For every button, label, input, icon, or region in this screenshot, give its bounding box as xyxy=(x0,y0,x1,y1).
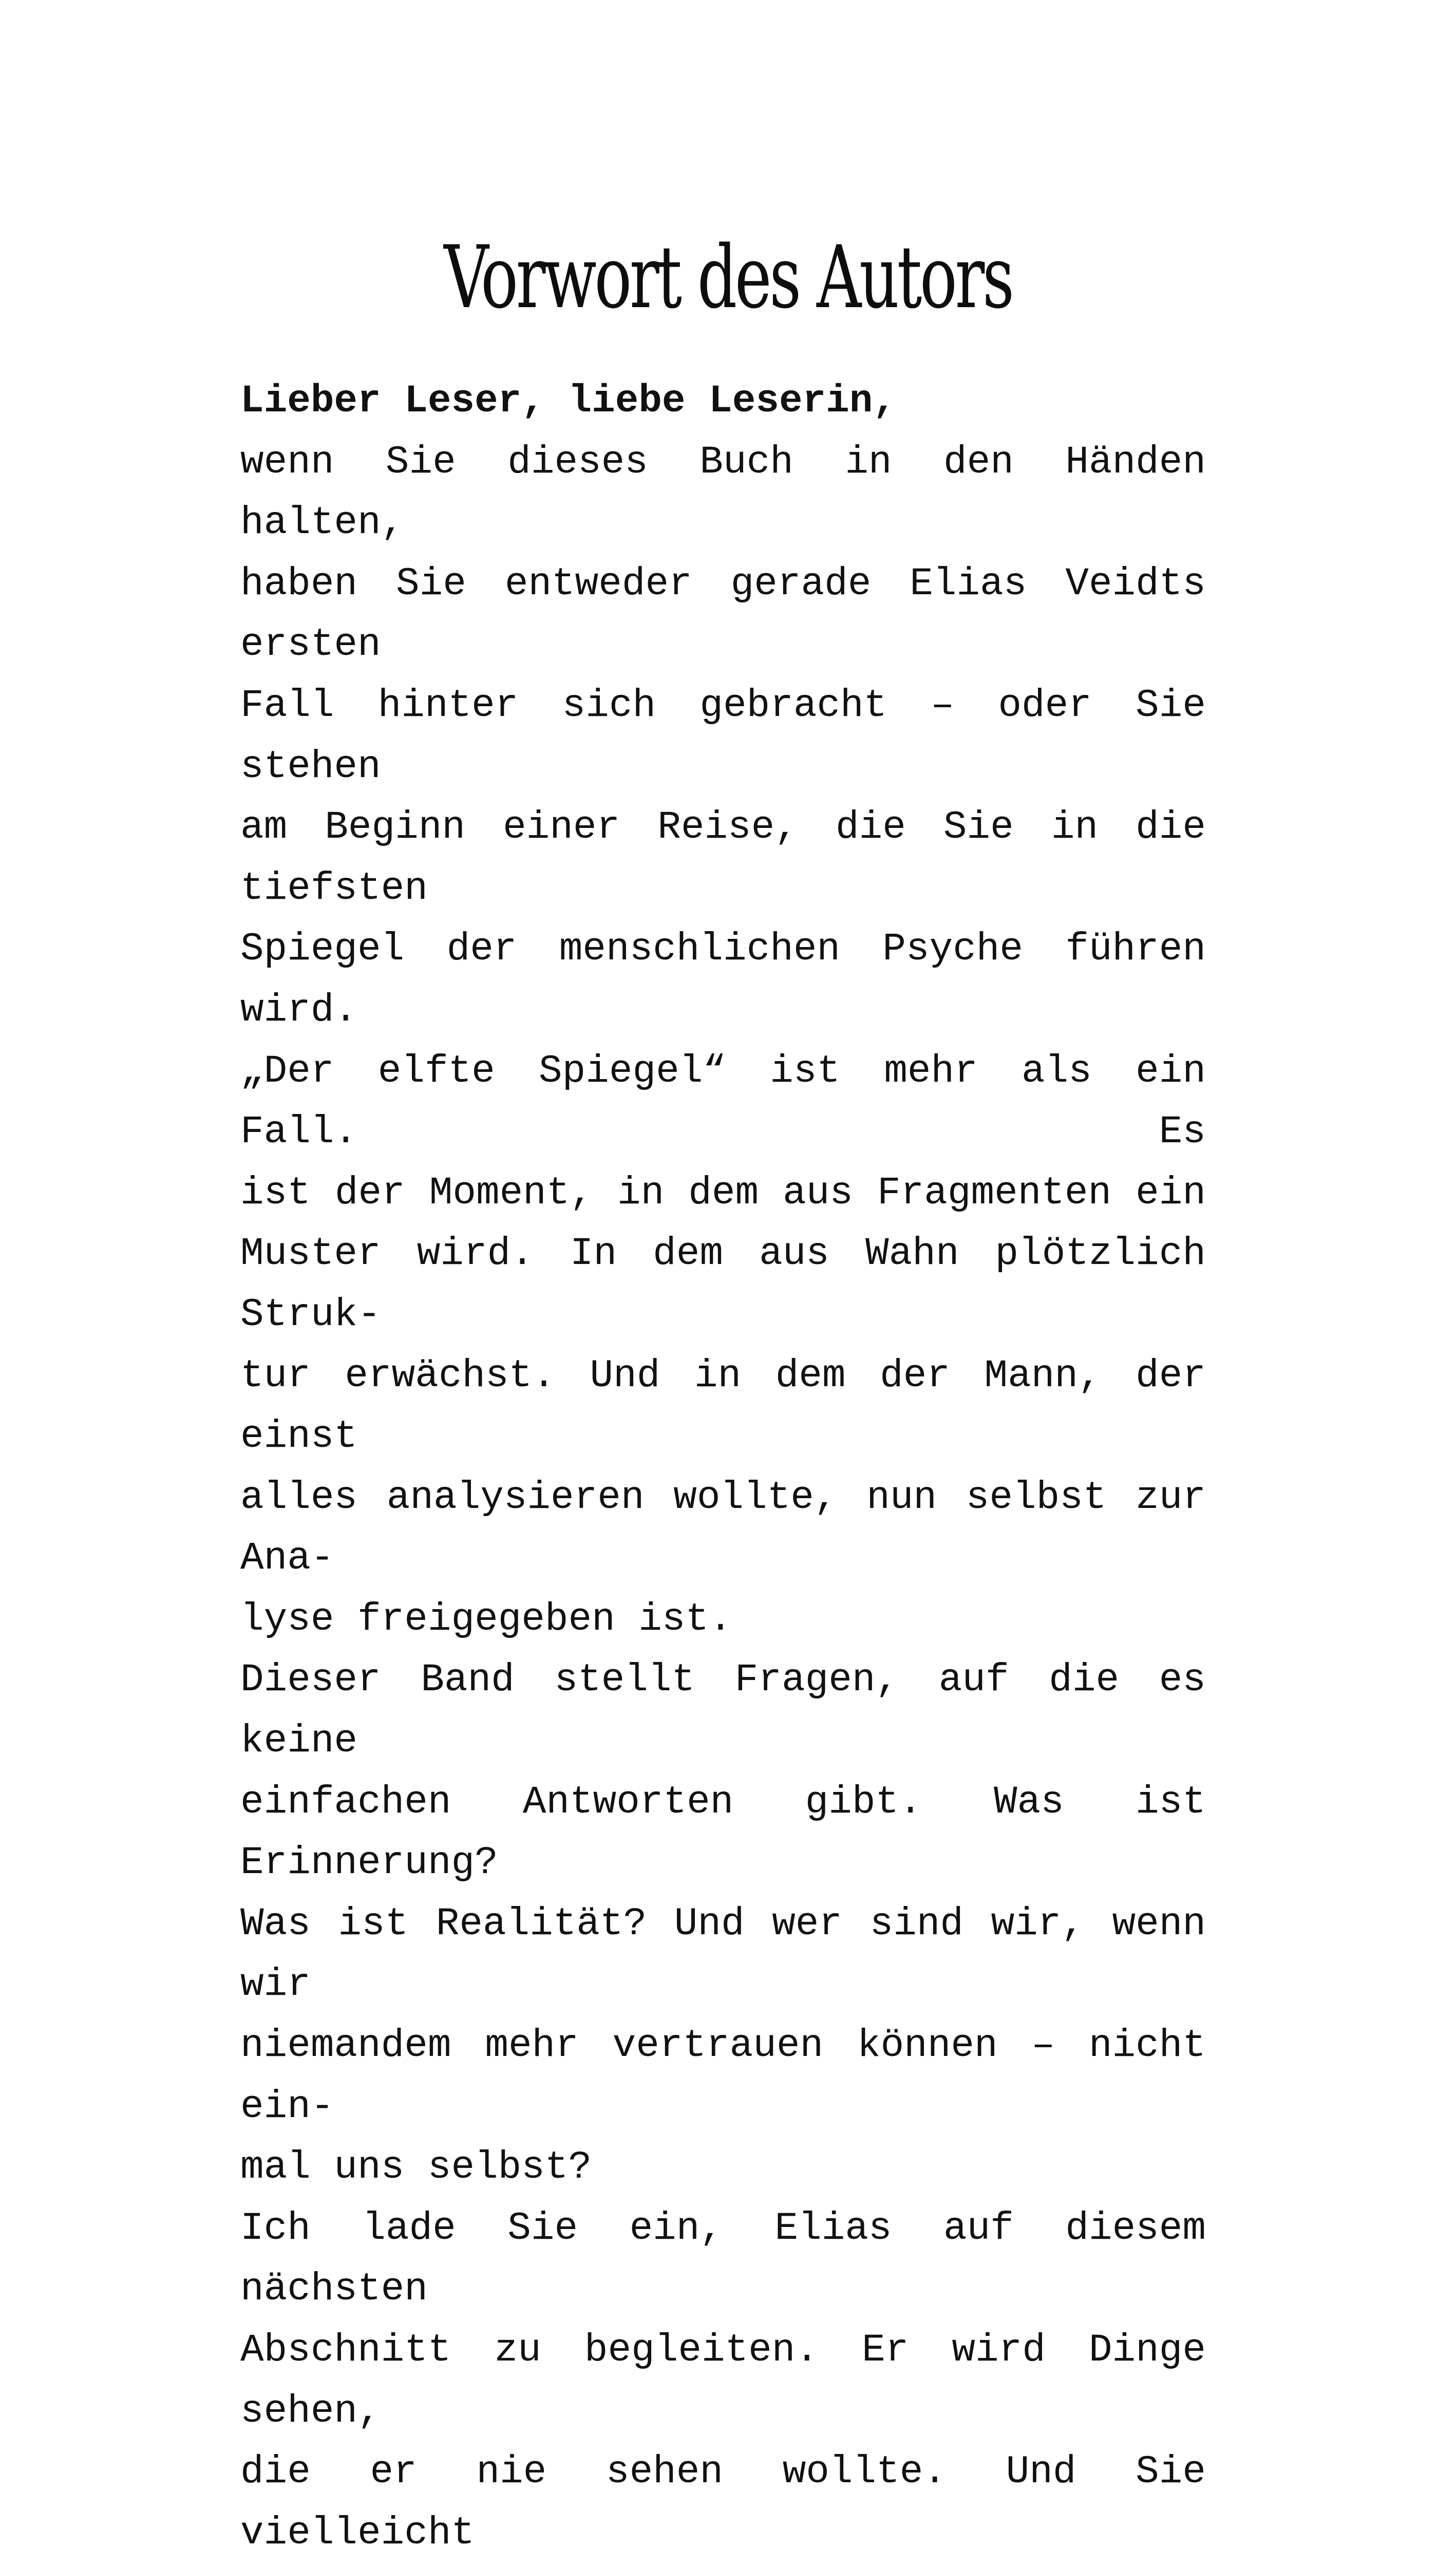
text-line: ist der Moment, in dem aus Fragmenten ein xyxy=(240,1170,1206,1215)
salutation: Lieber Leser, liebe Leserin, xyxy=(240,379,897,423)
text-line: „Der elfte Spiegel“ ist mehr als ein Fall. Es xyxy=(240,1049,1206,1155)
text-line: haben Sie entweder gerade Elias Veidts ersten xyxy=(240,561,1206,667)
paragraph-4 xyxy=(240,2198,1206,2568)
text-line: mal uns selbst? xyxy=(240,2145,592,2190)
paragraph-1 xyxy=(240,432,1206,1041)
text-line: Fall hinter sich gebracht – oder Sie stehen xyxy=(240,683,1206,789)
text-line: Spiegel der menschlichen Psyche führen wird. xyxy=(240,927,1206,1032)
page-title: Vorwort des Autors xyxy=(444,227,1012,328)
paragraph-2 xyxy=(240,1041,1206,1650)
text-line: lyse freigegeben ist. xyxy=(240,1597,732,1641)
text-line: am Beginn einer Reise, die Sie in die tiefsten xyxy=(240,805,1206,911)
text-line: wenn Sie dieses Buch in den Händen halten, xyxy=(240,440,1206,545)
foreword-text xyxy=(240,371,1206,2568)
text-line: alles analysieren wollte, nun selbst zur Ana- xyxy=(240,1475,1206,1581)
text-line: einfachen Antworten gibt. Was ist Erinnerung? xyxy=(240,1780,1206,1885)
text-line: Muster wird. In dem aus Wahn plötzlich Struk- xyxy=(240,1232,1206,1337)
paragraph-3 xyxy=(240,1650,1206,2198)
text-line: Abschnitt zu begleiten. Er wird Dinge sehen, xyxy=(240,2328,1206,2433)
text-line: Ich lade Sie ein, Elias auf diesem nächsten xyxy=(240,2206,1206,2312)
text-line: Dieser Band stellt Fragen, auf die es keine xyxy=(240,1658,1206,1764)
text-line: tur erwächst. Und in dem der Mann, der einst xyxy=(240,1353,1206,1459)
text-line xyxy=(240,2563,1206,2568)
text-line: die er nie sehen wollte. Und Sie vielleicht xyxy=(240,2450,1206,2555)
text-line: niemandem mehr vertrauen können – nicht ein- xyxy=(240,2024,1206,2129)
text-line: Was ist Realität? Und wer sind wir, wenn wir xyxy=(240,1901,1206,2007)
